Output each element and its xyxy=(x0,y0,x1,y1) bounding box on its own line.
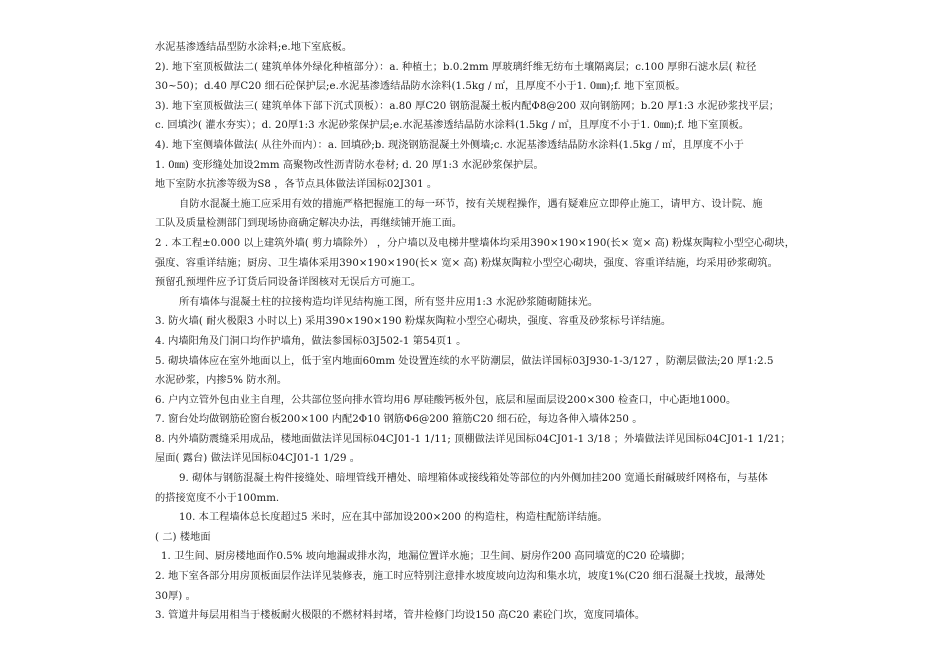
text-line: 所有墙体与混凝土柱的拉接构造均详见结构施工图，所有竖井应用1:3 水泥砂浆随砌随抹光。 xyxy=(179,296,599,308)
text-line: 3. 防火墙( 耐火极限3 小时以上) 采用390×190×190 粉煤灰陶粒小型空心砌块，强度、容重及砂浆标号详结施。 xyxy=(155,316,672,328)
text-line: 2. 地下室各部分用房顶板面层作法详见装修表，施工时应特别注意排水坡度坡向边沟和集水坑，坡度1%(C20 细石混凝土找坡，最薄处 xyxy=(155,571,766,583)
text-line: 3). 地下室顶板做法三( 建筑单体下部下沉式顶板）：a.80 厚C20 钢筋混凝土板内配Φ8@200 双向钢筋网；b.20 厚1:3 水泥砂浆找平层； xyxy=(155,100,780,112)
text-line: 1. 0㎜) 变形缝处加设2mm 高聚物改性沥青防水卷材; d. 20 厚1:3 水泥砂浆保护层。 xyxy=(155,159,544,171)
text-line: 强度、容重详结施；厨房、卫生墙体采用390×190×190(长× 宽× 高) 粉煤灰陶粒小型空心砌块，强度、容重详结施，均采用砂浆砌筑。 xyxy=(155,257,778,269)
text-line: 的搭接宽度不小于100mm. xyxy=(155,492,280,504)
text-line: 屋面( 露台) 做法详见国标04CJ01-1 1/29 。 xyxy=(155,453,361,465)
text-line: 自防水混凝土施工应采用有效的措施严格把握施工的每一环节，按有关规程操作，遇有疑难应立即停止施工，请甲方、设计院、施 xyxy=(179,198,763,210)
text-line: 地下室防水抗渗等级为S8 ，各节点具体做法详国标02J301 。 xyxy=(155,179,438,191)
text-line: 2 . 本工程±0.000 以上建筑外墙( 剪力墙除外） ，分户墙以及电梯井壁墙体均采用390×190×190(长× 宽× 高) 粉煤灰陶粒小型空心砌块， xyxy=(155,237,796,249)
text-line: 2). 地下室顶板做法二( 建筑单体外绿化种植部分）：a. 种植土；b.0.2mm 厚玻璃纤维无纺布土壤隔离层；c.100 厚卵石滤水层( 粒径 xyxy=(155,61,757,73)
text-line: 预留孔预埋件应予订货后同设备详图核对无误后方可施工。 xyxy=(155,277,422,289)
text-line: 8. 内外墙防震缝采用成品，楼地面做法详见国标04CJ01-1 1/11; 顶棚做法详见国标04CJ01-1 3/18 ；外墙做法详见国标04CJ01-1 1/21； xyxy=(155,433,791,445)
text-line: 水泥砂浆，内掺5% 防水剂。 xyxy=(155,375,288,387)
text-line: 10. 本工程墙体总长度超过5 米时，应在其中部加设200×200 的构造柱，构造柱配筋详结施。 xyxy=(179,512,608,524)
text-line: 3. 管道井每层用相当于楼板耐火极限的不燃材料封堵，管井检修门均设150 高C20 素砼门坎，宽度同墙体。 xyxy=(155,610,646,622)
text-line: 30厚) 。 xyxy=(155,590,196,602)
text-line: 4. 内墙阳角及门洞口均作护墙角，做法参国标03J502-1 第54页1 。 xyxy=(155,335,467,347)
text-line: 1. 卫生间、厨房楼地面作0.5% 坡向地漏或排水沟，地漏位置详水施；卫生间、厨房作200 高同墙宽的C20 砼墙脚； xyxy=(161,551,691,563)
text-line: 6. 户内立管外包由业主自理，公共部位竖向排水管均用6 厚硅酸钙板外包，底层和屋面层设200×300 检查口，中心距地1000。 xyxy=(155,394,737,406)
text-line: 9. 砌体与钢筋混凝土构件接缝处、暗埋管线开槽处、暗埋箱体或接线箱处等部位的内外侧加挂200 宽通长耐碱玻纤网格布，与基体 xyxy=(179,473,768,485)
text-line: 水泥基渗透结晶型防水涂料;e.地下室底板。 xyxy=(155,42,353,53)
text-line: 5. 砌块墙体应在室外地面以上，低于室内地面60mm 处设置连续的水平防潮层，做法详国标03J930-1-3/127 ，防潮层做法;20 厚1:2.5 xyxy=(155,355,774,367)
text-line: 7. 窗台处均做钢筋砼窗台板200×100 内配2Φ10 钢筋Φ6@200 箍筋C20 细石砼，每边各伸入墙体250 。 xyxy=(155,414,643,426)
text-line: 4). 地下室侧墙体做法( 从往外而内）：a. 回填砂;b. 现浇钢筋混凝土外侧墙;c. 水泥基渗透结晶防水涂料(1.5kg / ㎡，且厚度不小于 xyxy=(155,139,744,151)
text-line: 30~50)；d.40 厚C20 细石砼保护层;e.水泥基渗透结晶防水涂料(1.5kg / ㎡，且厚度不小于1. 0㎜);f. 地下室顶板。 xyxy=(155,81,686,93)
text-line: c. 回填沙( 灌水夯实）；d. 20厚1:3 水泥砂浆保护层;e.水泥基渗透结晶防水涂料(1.5kg / ㎡，且厚度不小于1. 0㎜);f. 地下室顶板。 xyxy=(155,120,750,132)
section-heading: ( 二) 楼地面 xyxy=(155,531,211,543)
text-line: 工队及质量检测部门到现场协商确定解决办法，再继续铺开施工面。 xyxy=(155,218,463,230)
document-body xyxy=(155,38,875,626)
